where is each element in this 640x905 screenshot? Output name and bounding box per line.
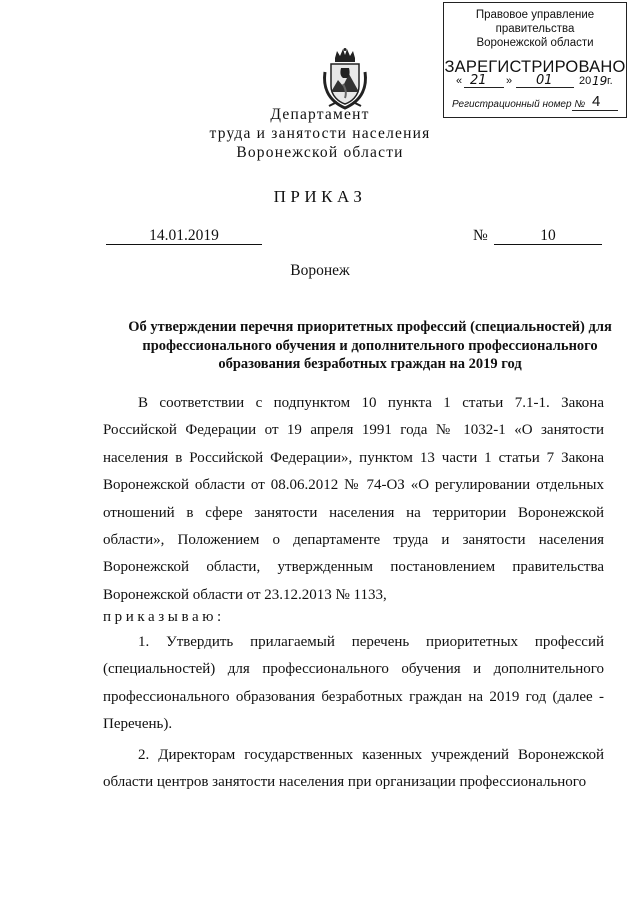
order-subject: Об утверждении перечня приоритетных профессий (специальностей) для профессионального обучения и дополнительного профессионального образования безработных граждан на 2019 год	[128, 319, 612, 372]
stamp-date-open-quote: «	[456, 75, 463, 87]
stamp-date-year-prefix: 20	[579, 75, 592, 87]
stamp-status: ЗАРЕГИСТРИРОВАНО	[444, 58, 626, 76]
department-line3: Воронежской области	[236, 144, 404, 161]
stamp-reg-label: Регистрационный номер №	[452, 99, 586, 110]
stamp-authority-line2: Воронежской области	[476, 37, 594, 49]
order-number: 10	[494, 228, 602, 245]
stamp-date-close-quote: »	[506, 75, 513, 87]
stamp-date-month: 01	[536, 73, 553, 88]
stamp-date-day: 21	[470, 73, 487, 88]
department-line2: труда и занятости населения	[209, 125, 431, 142]
stamp-date-year: 19	[592, 74, 608, 88]
order-items	[103, 629, 604, 796]
preamble	[103, 390, 604, 609]
stamp-date	[456, 73, 621, 91]
document-type: ПРИКАЗ	[273, 187, 367, 206]
number-sign: №	[473, 227, 488, 244]
decree-block	[103, 604, 604, 631]
order-item-1: 1. Утвердить прилагаемый перечень приоритетных профессий (специальностей) для профессионального обучения и дополнительного профессионального образования безработных граждан на 2019 год (далее - Перечень).	[103, 634, 604, 733]
order-item-2: 2. Директорам государственных казенных учреждений Воронежской области центров занятости населения при организации профессионального	[103, 746, 604, 791]
stamp-authority-line1: Правовое управление правительства	[475, 9, 595, 35]
department-line1: Департамент	[270, 106, 370, 123]
city: Воронеж	[290, 262, 350, 279]
order-date: 14.01.2019	[106, 228, 262, 245]
preamble-text: В соответствии с подпунктом 10 пункта 1 статьи 7.1-1. Закона Российской Федерации от 19 апреля 1991 года № 1032-1 «О занятости населения в Российской Федерации», пунктом 13 части 1 статьи 7 Закона Воронежской области от 08.06.2012 № 74-ОЗ «О регулировании отдельных отношений в сфере занятости населения на территории Воронежской области», Положением о департаменте труда и занятости населения Воронежской области, утвержденным постановлением правительства Воронежской области от 23.12.2013 № 1133,	[103, 395, 604, 603]
decree-word: приказываю:	[103, 609, 225, 625]
stamp-reg-number: 4	[592, 93, 601, 110]
stamp-date-year-suffix: г.	[607, 75, 613, 87]
registration-stamp	[443, 2, 627, 118]
